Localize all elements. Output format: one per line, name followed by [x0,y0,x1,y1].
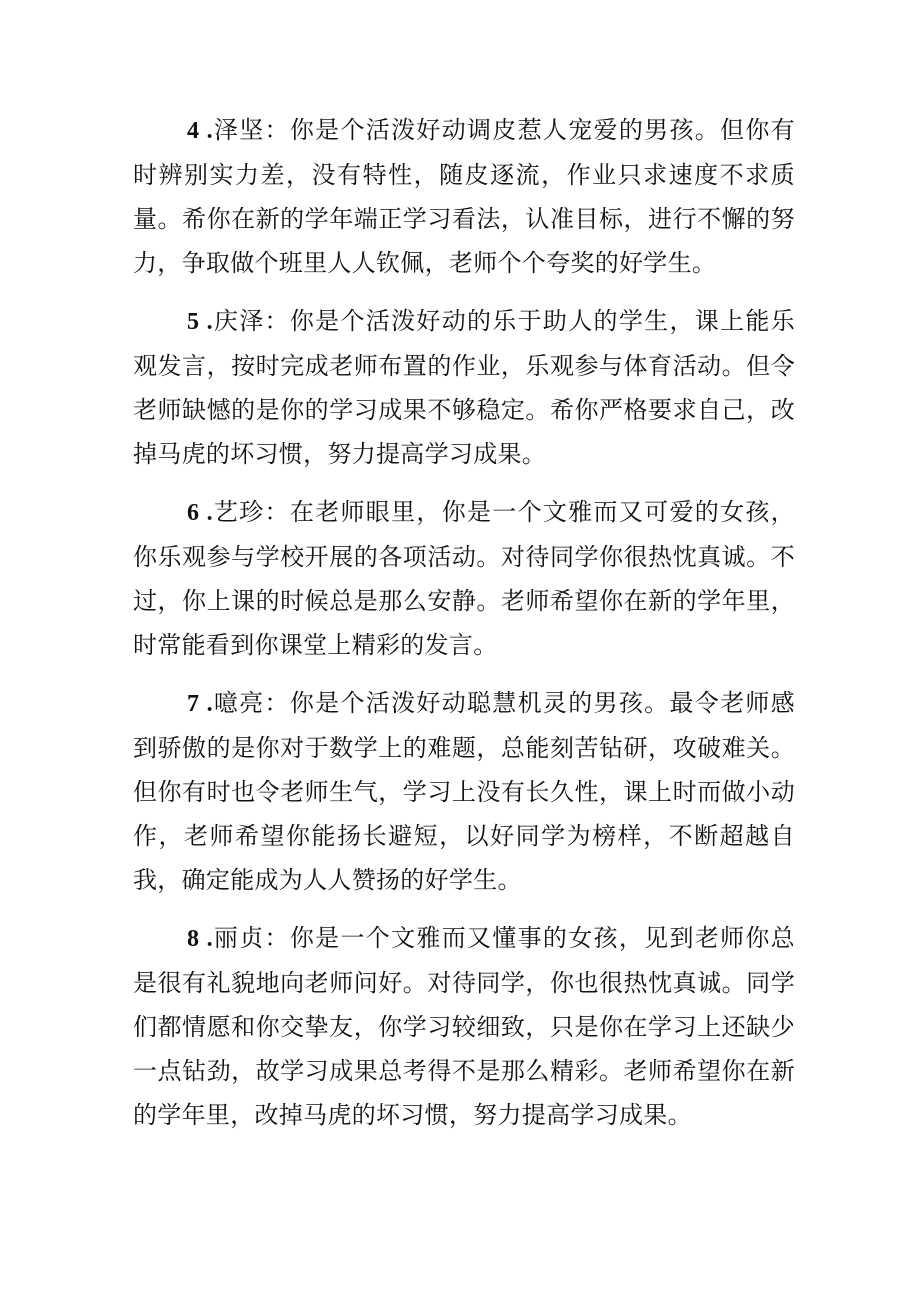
paragraph-number: 5 [187,309,200,335]
paragraph-text: 泽坚：你是个活泼好动调皮惹人宠爱的男孩。但你有时辨别实力差，没有特性，随皮逐流，作业只求速度不求质量。希你在新的学年端正学习看法，认准目标，进行不懈的努力，争取做个班里人人钦佩，老师个个夸奖的好学生。 [133,116,795,277]
paragraph-number: 6 [187,500,200,526]
paragraph-number: 4 [187,118,200,144]
comment-paragraph-5: 5 .庆泽：你是个活泼好动的乐于助人的学生，课上能乐观发言，按时完成老师布置的作业，乐观参与体育活动。但令老师缺憾的是你的学习成果不够稳定。希你严格要求自己，改掉马虎的坏习惯，努力提高学习成果。 [133,307,795,468]
paragraph-text: 丽贞：你是一个文雅而又懂事的女孩，见到老师你总是很有礼貌地向老师问好。对待同学，你也很热忱真诚。同学们都情愿和你交挚友，你学习较细致，只是你在学习上还缺少一点钻劲，故学习成果总考得不是那么精彩。老师希望你在新的学年里，改掉马虎的坏习惯，努力提高学习成果。 [133,924,795,1129]
paragraph-text: 噫亮：你是个活泼好动聪慧机灵的男孩。最令老师感到骄傲的是你对于数学上的难题，总能刻苦钻研，攻破难关。但你有时也令老师生气，学习上没有长久性，课上时而做小动作，老师希望你能扬长避短，以好同学为榜样，不断超越自我，确定能成为人人赞扬的好学生。 [133,689,795,894]
comment-paragraph-6: 6 .艺珍：在老师眼里，你是一个文雅而又可爱的女孩，你乐观参与学校开展的各项活动。对待同学你很热忱真诚。不过，你上课的时候总是那么安静。老师希望你在新的学年里，时常能看到你课堂上精彩的发言。 [133,498,795,659]
comment-paragraph-4: 4 .泽坚：你是个活泼好动调皮惹人宠爱的男孩。但你有时辨别实力差，没有特性，随皮逐流，作业只求速度不求质量。希你在新的学年端正学习看法，认准目标，进行不懈的努力，争取做个班里人人钦佩，老师个个夸奖的好学生。 [133,116,795,277]
comment-paragraph-8: 8 .丽贞：你是一个文雅而又懂事的女孩，见到老师你总是很有礼貌地向老师问好。对待同学，你也很热忱真诚。同学们都情愿和你交挚友，你学习较细致，只是你在学习上还缺少一点钻劲，故学习成果总考得不是那么精彩。老师希望你在新的学年里，改掉马虎的坏习惯，努力提高学习成果。 [133,924,795,1129]
paragraph-number: 8 [187,926,200,952]
comment-paragraph-7: 7 .噫亮：你是个活泼好动聪慧机灵的男孩。最令老师感到骄傲的是你对于数学上的难题，总能刻苦钻研，攻破难关。但你有时也令老师生气，学习上没有长久性，课上时而做小动作，老师希望你能扬长避短，以好同学为榜样，不断超越自我，确定能成为人人赞扬的好学生。 [133,689,795,894]
paragraph-text: 庆泽：你是个活泼好动的乐于助人的学生，课上能乐观发言，按时完成老师布置的作业，乐观参与体育活动。但令老师缺憾的是你的学习成果不够稳定。希你严格要求自己，改掉马虎的坏习惯，努力提高学习成果。 [133,307,795,468]
document-body [133,108,795,1151]
paragraph-number: 7 [187,691,200,717]
paragraph-text: 艺珍：在老师眼里，你是一个文雅而又可爱的女孩，你乐观参与学校开展的各项活动。对待同学你很热忱真诚。不过，你上课的时候总是那么安静。老师希望你在新的学年里，时常能看到你课堂上精彩的发言。 [133,498,795,659]
